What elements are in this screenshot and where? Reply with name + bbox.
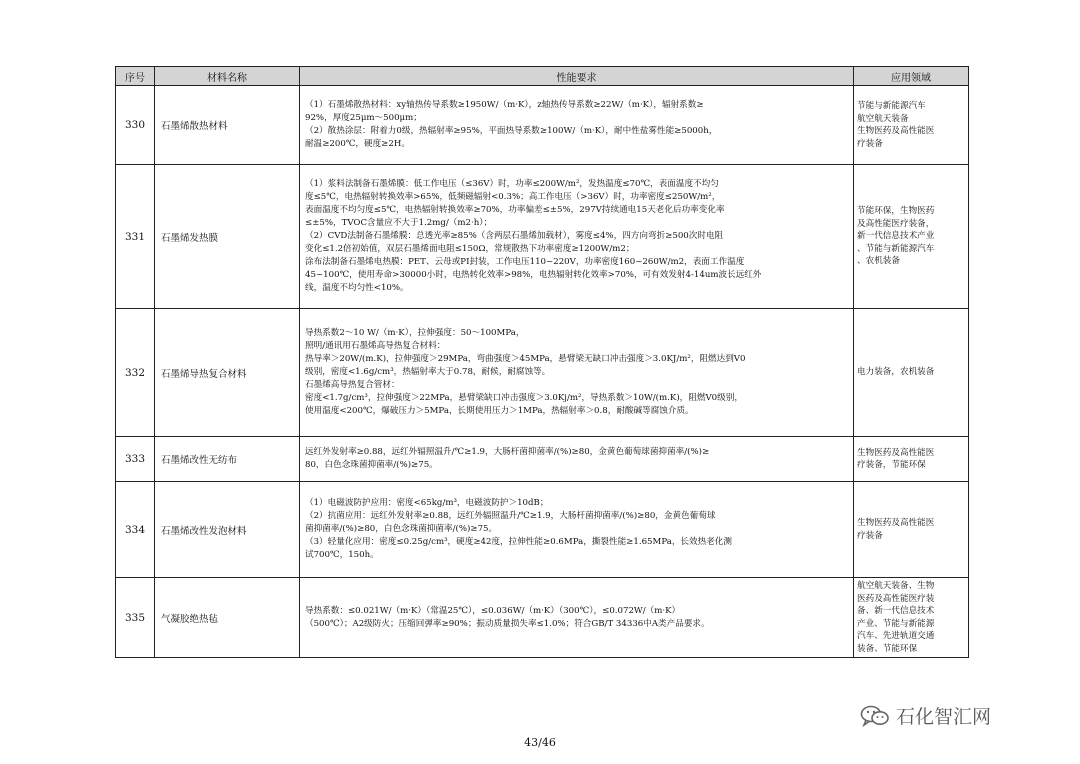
performance-requirements (300, 86, 854, 165)
requirement-line: 密度<1.7g/cm³，拉伸强度＞22MPa，悬臂梁缺口冲击强度＞3.0Kj/m²，导热系数＞10W/(m.K)，阻燃V0级别， (305, 393, 743, 403)
requirement-line: 45~100℃，使用寿命>30000小时，电热转化效率>98%，电热辐射转化效率>70%，可有效发射4-14um波长远红外 (305, 270, 762, 280)
page-number: 43/46 (524, 736, 556, 749)
performance-table (115, 66, 969, 658)
performance-requirements (300, 578, 854, 658)
requirement-line: （3）轻量化应用：密度≤0.25g/cm³，硬度≥42度，拉伸性能≥0.6MPa，撕裂性能≥1.65MPa，长效热老化测 (305, 537, 732, 547)
field-line: 节能与新能源汽车 (857, 101, 926, 111)
header-no: 序号 (116, 67, 155, 86)
field-line: 电力装备，农机装备 (857, 367, 935, 378)
application-fields (854, 578, 969, 658)
requirement-line: 导热系数：≤0.021W/（m·K）（常温25℃），≤0.036W/（m·K）（300℃），≤0.072W/（m·K） (305, 605, 681, 616)
application-fields (854, 482, 969, 578)
table-row (116, 309, 969, 437)
field-line: 疗装备 (857, 138, 883, 149)
table-row (116, 165, 969, 309)
field-line: 、节能与新能源汽车 (857, 243, 935, 254)
table-row (116, 578, 969, 658)
material-name: 石墨烯发热膜 (155, 165, 300, 309)
requirement-line: （500℃）；A2级防火；压缩回弹率≥90%；振动质量损失率≤1.0%；符合GB/T 34336中A类产品要求。 (305, 618, 710, 629)
requirement-line: 变化≤1.2倍初始值，双层石墨烯面电阻≤150Ω，常规散热下功率密度≥1200W/m2； (305, 244, 635, 254)
requirement-line: 热导率＞20W/(m.K)，拉伸强度＞29MPa，弯曲强度＞45MPa，悬臂梁无缺口冲击强度＞3.0KJ/m²，阻燃达到V0 (305, 354, 746, 364)
requirement-line: 92%，厚度25μm～500μm； (305, 113, 422, 123)
field-line: 汽车、先进轨道交通 (857, 631, 935, 641)
material-name: 石墨烯改性无纺布 (155, 437, 300, 482)
requirement-line: 导热系数2～10 W/（m·K），拉伸强度：50～100MPa， (305, 328, 525, 338)
field-line: 疗装备，节能环保 (857, 460, 926, 470)
field-line: 生物医药及高性能医 (857, 518, 935, 528)
field-line: 装备、节能环保 (857, 643, 918, 654)
material-name: 石墨烯导热复合材料 (155, 309, 300, 437)
requirement-line: （2）散热涂层：附着力0级，热辐射率≥95%，平面热导系数≥100W/（m·K），耐中性盐雾性能≥5000h， (305, 126, 718, 136)
watermark (860, 702, 991, 729)
header-application-fields: 应用领域 (854, 67, 969, 86)
material-name: 气凝胶绝热毡 (155, 578, 300, 658)
field-line: 医药及高性能医疗装 (857, 593, 935, 604)
field-line: 产业、节能与新能源 (857, 618, 935, 629)
application-fields (854, 165, 969, 309)
watermark-text: 石化智汇网 (896, 706, 992, 728)
row-number: 331 (116, 165, 155, 309)
field-line: 节能环保，生物医药 (857, 206, 935, 217)
requirement-line: 远红外发射率≥0.88，远红外辐照温升/℃≥1.9，大肠杆菌抑菌率/(%)≥80，金黄色葡萄球菌抑菌率/(%)≥ (305, 447, 710, 457)
table-row (116, 437, 969, 482)
header-requirements: 性能要求 (300, 67, 854, 86)
field-line: 生物医药及高性能医 (857, 126, 935, 136)
performance-requirements (300, 437, 854, 482)
field-line: 及高性能医疗装备， (857, 218, 935, 229)
table-row (116, 482, 969, 578)
material-name: 石墨烯改性发泡材料 (155, 482, 300, 578)
requirement-line: 涂布法制备石墨烯电热膜：PET、云母或PI封装，工作电压110~220V，功率密度160~260W/m2，表面工作温度 (305, 257, 745, 267)
field-line: 备、新一代信息技术 (857, 606, 935, 616)
row-number: 335 (116, 578, 155, 658)
requirement-line: 石墨烯高导热复合管材： (305, 380, 400, 390)
field-line: 新一代信息技术产业 (857, 231, 935, 242)
wechat-icon (860, 704, 890, 728)
header-material-name: 材料名称 (155, 67, 300, 86)
material-name: 石墨烯散热材料 (155, 86, 300, 165)
requirement-line: （1）浆料法制备石墨烯膜：低工作电压（≤36V）时，功率≤200W/m²，发热温度≤70℃，表面温度不均匀 (305, 179, 719, 189)
performance-requirements (300, 165, 854, 309)
application-fields (854, 437, 969, 482)
requirement-line: （2）CVD法制备石墨烯膜：总透光率≥85%（含两层石墨烯加载材），雾度≤4%，四方向弯折≥500次时电阻 (305, 231, 724, 241)
requirement-line: 照明/通讯用石墨烯高导热复合材料： (305, 341, 446, 351)
requirement-line: （1）电磁波防护应用：密度<65kg/m³，电磁波防护＞10dB； (305, 498, 549, 508)
field-line: 、农机装备 (857, 256, 900, 267)
requirement-line: 级别，密度<1.6g/cm³，热辐射率大于0.78，耐候，耐腐蚀等。 (305, 367, 551, 377)
requirement-line: 线，温度不均匀性<10%。 (305, 283, 409, 293)
row-number: 333 (116, 437, 155, 482)
row-number: 330 (116, 86, 155, 165)
application-fields (854, 86, 969, 165)
field-line: 疗装备 (857, 530, 883, 541)
requirement-line: 表面温度不均匀度≤5℃，电热辐射转换效率≥70%，功率偏差≤±5%，297V持续通电15天老化后功率变化率 (305, 205, 725, 215)
requirement-line: 使用温度<200℃，爆破压力＞5MPa，长期使用压力＞1MPa，热辐射率＞0.8，耐酸碱等腐蚀介质。 (305, 406, 694, 416)
field-line: 航空航天装备 (857, 113, 909, 124)
table-header-row (116, 67, 969, 86)
application-fields (854, 309, 969, 437)
row-number: 332 (116, 309, 155, 437)
requirement-line: ≤±5%，TVOC含量应不大于1.2mg/（m2·h）； (305, 218, 493, 228)
row-number: 334 (116, 482, 155, 578)
requirement-line: 菌抑菌率/(%)≥80，白色念珠菌抑菌率/(%)≥75。 (305, 524, 498, 534)
requirement-line: （1）石墨烯散热材料：xy轴热传导系数≥1950W/（m·K），z轴热传导系数≥22W/（m·K），辐射系数≥ (305, 100, 704, 110)
field-line: 航空航天装备、生物 (857, 581, 935, 591)
requirement-line: （2）抗菌应用：远红外发射率≥0.88，远红外辐照温升/℃≥1.9，大肠杆菌抑菌率/(%)≥80，金黄色葡萄球 (305, 511, 716, 521)
field-line: 生物医药及高性能医 (857, 447, 935, 458)
table-row (116, 86, 969, 165)
performance-requirements (300, 309, 854, 437)
requirement-line: 试700℃，150h。 (305, 550, 379, 560)
performance-requirements (300, 482, 854, 578)
requirement-line: 80，白色念珠菌抑菌率/(%)≥75。 (305, 460, 438, 470)
requirement-line: 度≤5℃，电热辐射转换效率>65%，低频磁辐射<0.3%；高工作电压（>36V）时，功率密度≤250W/m²， (305, 192, 721, 202)
requirement-line: 耐温≥200℃，硬度≥2H。 (305, 139, 410, 149)
